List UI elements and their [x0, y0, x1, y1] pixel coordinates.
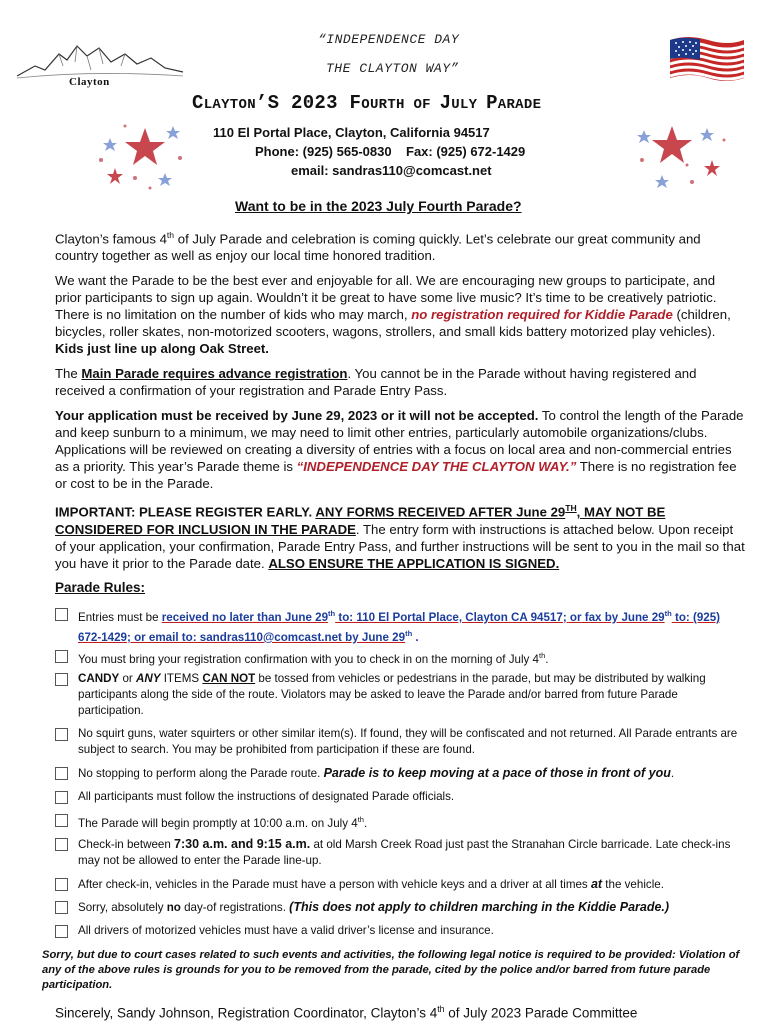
paragraph-deadline: Your application must be received by June 29, 2023 or it will not be accepted. To control the length of the Parade and keep sunburn to a minimum, we may need to limit other entries, particularly automobile organizations/clubs. Applications will be reviewed on creating a diversity of entries with a focus on local area and non-commercial entries as a priority. This year’s Parade theme is “INDEPENDENCE DAY THE CLAYTON WAY.” There is no registration fee or cost to be in the Parade.	[55, 408, 744, 492]
checkbox-icon	[55, 838, 68, 851]
rule-item-11: All drivers of motorized vehicles must have a valid driver’s license and insurance.	[55, 923, 745, 939]
page-title: CLAYTON’S 2023 FOURTH OF JULY PARADE	[192, 92, 542, 114]
checkbox-icon	[55, 814, 68, 827]
rule-item-7: The Parade will begin promptly at 10:00 a.m. on July 4th.	[55, 812, 745, 832]
paragraph-important: IMPORTANT: PLEASE REGISTER EARLY. ANY FORMS RECEIVED AFTER June 29TH, MAY NOT BE CONSIDERED FOR INCLUSION IN THE PARADE. The entry form with instructions is attached below. Upon receipt of your application, your confirmation, Parade Entry Pass, and further instructions will be sent to you in the mail so that you have it prior to the Parade date. ALSO ENSURE THE APPLICATION IS SIGNED.	[55, 503, 745, 571]
body-text	[55, 227, 745, 580]
rule-item-5: No stopping to perform along the Parade route. Parade is to keep moving at a pace of those in front of you.	[55, 765, 745, 782]
contact-block	[195, 123, 595, 180]
phone-fax-line: Phone: (925) 565-0830 Fax: (925) 672-1429	[255, 144, 526, 159]
rule-item-9: After check-in, vehicles in the Parade must have a person with vehicle keys and a driver at all times at the vehicle.	[55, 876, 745, 893]
rule-item-10: Sorry, absolutely no day-of registrations. (This does not apply to children marching in the Kiddie Parade.)	[55, 899, 745, 916]
checkbox-icon	[55, 925, 68, 938]
checkbox-icon	[55, 901, 68, 914]
rule-item-6: All participants must follow the instructions of designated Parade officials.	[55, 789, 745, 805]
clayton-mountain-logo	[15, 40, 185, 90]
rule-item-4: No squirt guns, water squirters or other similar item(s). If found, they will be confiscated and not returned. All Parade entrants are subject to search. You may be prohibited from participation if these are found.	[55, 726, 745, 758]
section-subheading: Want to be in the 2023 July Fourth Parade?	[235, 198, 522, 214]
rule-item-8: Check-in between 7:30 a.m. and 9:15 a.m. at old Marsh Creek Road just past the Stranahan Circle barricade. Late check-ins may not be allowed to enter the Parade line-up.	[55, 836, 745, 869]
stars-cluster-right	[632, 120, 732, 205]
checkbox-icon	[55, 791, 68, 804]
paragraph-registration: The Main Parade requires advance registration. You cannot be in the Parade without having registered and received a confirmation of your registration and Parade Entry Pass.	[55, 366, 697, 399]
rule-item-1: Entries must be received no later than June 29th to: 110 El Portal Place, Clayton CA 94517; or fax by June 29th to: (925) 672-1429; or email to: sandras110@comcast.net by June 29th .	[55, 606, 745, 646]
checkbox-icon	[55, 608, 68, 621]
theme-line-2: THE CLAYTON WAY”	[326, 61, 459, 76]
checkbox-icon	[55, 728, 68, 741]
legal-notice: Sorry, but due to court cases related to such events and activities, the following legal notice is required to be provided: Violation of any of the above rules is grounds for you to be removed from the parade, cited by the police and/or barred from future parade participation.	[42, 949, 740, 991]
address-line: 110 El Portal Place, Clayton, California 94517	[213, 125, 490, 140]
rules-heading: Parade Rules:	[55, 580, 146, 595]
checkbox-icon	[55, 650, 68, 663]
paragraph-kiddie: We want the Parade to be the best ever and enjoyable for all. We are encouraging new groups to participate, and prior participants to sign up again. Wouldn’t it be great to have some live music? It’s time to be creatively patriotic. There is no limitation on the number of kids who may march, no registration required for Kiddie Parade (children, bicycles, roller skates, non-motorized scooters, wagons, strollers, and small kids battery motorized play vehicles). Kids just line up along Oak Street.	[55, 273, 731, 357]
paragraph-intro: Clayton’s famous 4th of July Parade and celebration is coming quickly. Let’s celebrate our great community and country together as well as enjoy our local time honored tradition.	[55, 230, 701, 264]
checkbox-icon	[55, 878, 68, 891]
signature-line: Sincerely, Sandy Johnson, Registration Coordinator, Clayton’s 4th of July 2023 Parade Committee	[55, 1004, 638, 1021]
stars-cluster-left	[95, 118, 190, 203]
email-line: email: sandras110@comcast.net	[291, 163, 492, 178]
checkbox-icon	[55, 673, 68, 686]
logo-text: Clayton	[69, 76, 110, 88]
rule-item-3: CANDY or ANY ITEMS CAN NOT be tossed from vehicles or pedestrians in the parade, but may be distributed by walking participants along the side of the route. Violators may be asked to leave the Parade and/or barred from future Parade participation.	[55, 671, 745, 719]
us-flag-icon	[668, 34, 746, 89]
rule-item-2: You must bring your registration confirmation with you to check in on the morning of July 4th.	[55, 648, 745, 668]
checkbox-icon	[55, 767, 68, 780]
theme-line-1: “INDEPENDENCE DAY	[318, 32, 460, 47]
